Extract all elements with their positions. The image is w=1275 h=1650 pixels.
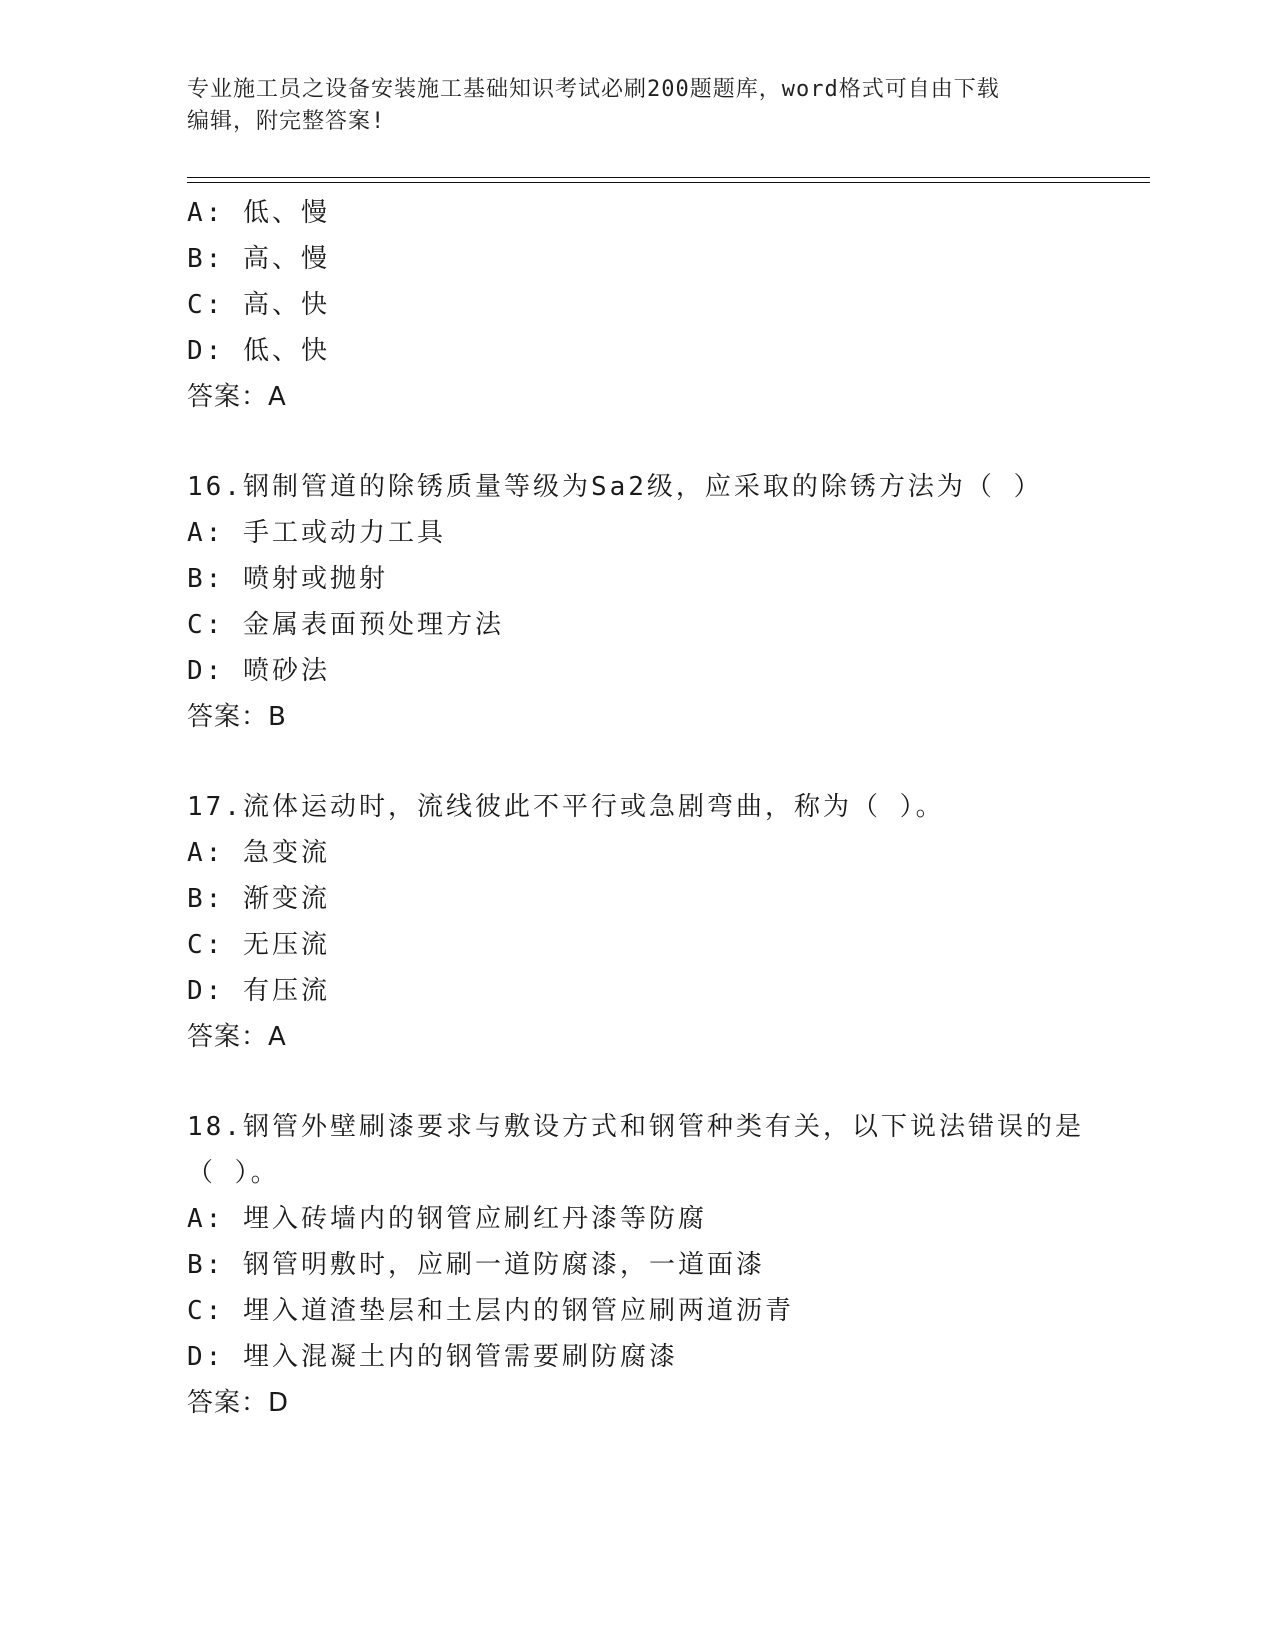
option-a: A: 埋入砖墙内的钢管应刷红丹漆等防腐 — [187, 1204, 707, 1234]
question-stem: 17.流体运动时，流线彼此不平行或急剧弯曲，称为（ ）。 — [187, 792, 945, 822]
option-b: B: 高、慢 — [187, 244, 330, 274]
answer: 答案：D — [187, 1388, 290, 1418]
answer: 答案：B — [187, 702, 287, 732]
option-a: A: 低、慢 — [187, 198, 330, 228]
question-stem: 16.钢制管道的除锈质量等级为Sa2级，应采取的除锈方法为（ ） — [187, 472, 1043, 502]
answer: 答案：A — [187, 1022, 287, 1052]
option-c: C: 无压流 — [187, 930, 330, 960]
question-list — [187, 190, 1147, 1426]
option-b: B: 钢管明敷时，应刷一道防腐漆，一道面漆 — [187, 1250, 765, 1280]
option-b: B: 渐变流 — [187, 884, 330, 914]
option-d: D: 有压流 — [187, 976, 330, 1006]
question-17 — [187, 784, 1147, 1060]
answer: 答案：A — [187, 382, 287, 412]
question-stem-line-1: 18.钢管外壁刷漆要求与敷设方式和钢管种类有关，以下说法错误的是 — [187, 1112, 1084, 1142]
question-stem-line-2: （ ）。 — [187, 1158, 280, 1188]
option-a: A: 急变流 — [187, 838, 330, 868]
option-d: D: 喷砂法 — [187, 656, 330, 686]
option-a: A: 手工或动力工具 — [187, 518, 446, 548]
header-line-2: 编辑，附完整答案! — [187, 109, 386, 134]
document-header — [187, 74, 1067, 138]
question-16 — [187, 464, 1147, 740]
header-line-1: 专业施工员之设备安装施工基础知识考试必刷200题题库，word格式可自由下载 — [187, 77, 1000, 102]
option-d: D: 低、快 — [187, 336, 330, 366]
option-b: B: 喷射或抛射 — [187, 564, 388, 594]
question-15 — [187, 190, 1147, 420]
option-c: C: 埋入道渣垫层和土层内的钢管应刷两道沥青 — [187, 1296, 794, 1326]
option-c: C: 金属表面预处理方法 — [187, 610, 504, 640]
option-d: D: 埋入混凝土内的钢管需要刷防腐漆 — [187, 1342, 678, 1372]
header-divider — [187, 177, 1150, 183]
option-c: C: 高、快 — [187, 290, 330, 320]
question-18 — [187, 1104, 1147, 1426]
